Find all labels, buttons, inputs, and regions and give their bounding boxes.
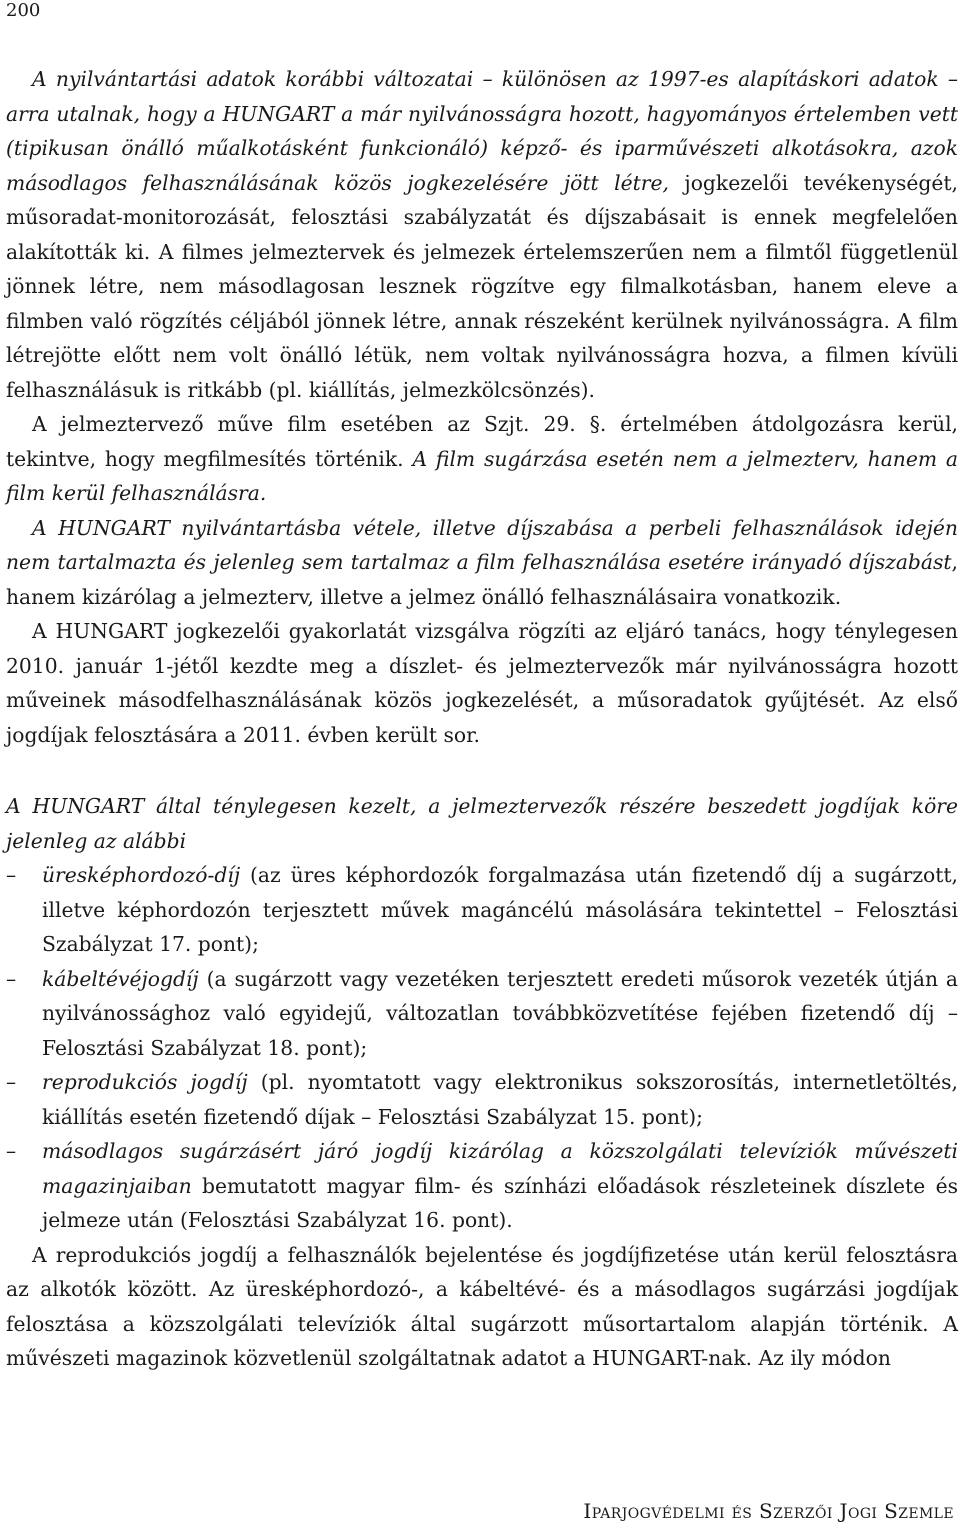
emphasis-text: A nyilvántartási adatok korábbi változatai – különösen az 1997-es alapításkori adatok – arra utalnak, hogy a HUNGART a már nyilvánosságra hozott, hagyományos értelemben vett (tipikusan önálló műalkotásként funkcionáló) képző- és iparművészeti alkotásokra, azok másodlagos felhasználásának közös jogkezelésére jött létre, xyxy=(6,67,958,195)
page-number: 200 xyxy=(6,0,41,21)
list-term: reprodukciós jogdíj xyxy=(42,1070,248,1094)
list-term: másodlagos sugárzásért járó jogdíj kizárólag a közszolgálati televíziók művészeti magazinjaiban xyxy=(42,1139,958,1198)
paragraph-1 xyxy=(6,62,958,407)
list-text: bemutatott magyar film- és színházi előadások részleteinek díszlete és jelmeze után (Felosztási Szabályzat 16. pont). xyxy=(42,1173,958,1232)
list-term: üresképhordozó-díj xyxy=(42,863,241,887)
list-item xyxy=(6,962,958,1066)
list-term: kábeltévéjogdíj xyxy=(42,966,199,991)
emphasis-text: A HUNGART nyilvántartásba vétele, illetve díjszabása a perbeli felhasználások idején nem tartalmazta és jelenleg sem tartalmaz a film felhasználása esetére irányadó díjszabást xyxy=(6,515,958,574)
royalty-list xyxy=(6,858,958,1238)
list-item xyxy=(6,1065,958,1134)
emphasis-text: A HUNGART által ténylegesen kezelt, a jelmeztervezők részére beszedett jogdíjak köre jelenleg az alábbi xyxy=(6,794,958,853)
list-text: (pl. nyomtatott vagy elektronikus sokszorosítás, internetletöltés, kiállítás esetén fizetendő díjak – Felosztási Szabályzat 15. pont); xyxy=(42,1070,958,1129)
paragraph-3 xyxy=(6,511,958,615)
list-item xyxy=(6,858,958,962)
paragraph-2 xyxy=(6,407,958,511)
list-text: (az üres képhordozók forgalmazása után fizetendő díj a sugárzott, illetve képhordozón terjesztett művek magáncélú másolására tekintettel – Felosztási Szabályzat 17. pont); xyxy=(42,863,958,956)
paragraph-text: jogkezelői tevékenységét, műsoradat-monitorozását, felosztási szabályzatát és díjszabásait is ennek megfelelően alakították ki. A filmes jelmeztervek és jelmezek értelemszerűen nem a filmtől függetlenül jönnek létre, nem másodlagosan lesznek rögzítve egy filmalkotásban, hanem eleve a filmben való rögzítés céljából jönnek létre, annak részeként kerülnek nyilvánosságra. A film létrejötte előtt nem volt önálló létük, nem voltak nyilvánosságra hozva, a filmen kívüli felhasználásuk is ritkább (pl. kiállítás, jelmezkölcsönzés). xyxy=(6,170,958,402)
paragraph-4: A HUNGART jogkezelői gyakorlatát vizsgálva rögzíti az eljáró tanács, hogy ténylegesen 2010. január 1-jétől kezdte meg a díszlet- és jelmeztervezők már nyilvánosságra hozott műveinek másodfelhasználásának közös jogkezelését, a műsoradatok gyűjtését. Az első jogdíjak felosztására a 2011. évben került sor. xyxy=(6,619,958,747)
paragraph-text: A jelmeztervező műve film esetében az Szjt. 29. §. értelmében átdolgozásra kerül, tekintve, hogy megfilmesítés történik. xyxy=(6,412,958,471)
section-heading xyxy=(6,789,958,858)
article-body xyxy=(6,62,958,1376)
paragraph-text: , hanem kizárólag a jelmezterv, illetve a jelmez önálló felhasználásaira vonatkozik. xyxy=(6,550,958,609)
paragraph-6: A reprodukciós jogdíj a felhasználók bejelentése és jogdíjfizetése után kerül felosztásra az alkotók között. Az üresképhordozó-, a kábeltévé- és a másodlagos sugárzási jogdíjak felosztása a közszolgálati televíziók által sugárzott műsortartalom alapján történik. A művészeti magazinok közvetlenül szolgáltatnak adatot a HUNGART-nak. Az ily módon xyxy=(6,1242,958,1370)
emphasis-text: A film sugárzása esetén nem a jelmezterv, hanem a film kerül felhasználásra. xyxy=(6,446,958,505)
list-item xyxy=(6,1134,958,1238)
journal-title: Iparjogvédelmi és Szerzői Jogi Szemle xyxy=(583,1499,954,1523)
list-text: (a sugárzott vagy vezetéken terjesztett eredeti műsorok vezeték útján a nyilvánossághoz való egyidejű, változatlan továbbközvetítése fejében fizetendő díj – Felosztási Szabályzat 18. pont); xyxy=(42,966,958,1060)
